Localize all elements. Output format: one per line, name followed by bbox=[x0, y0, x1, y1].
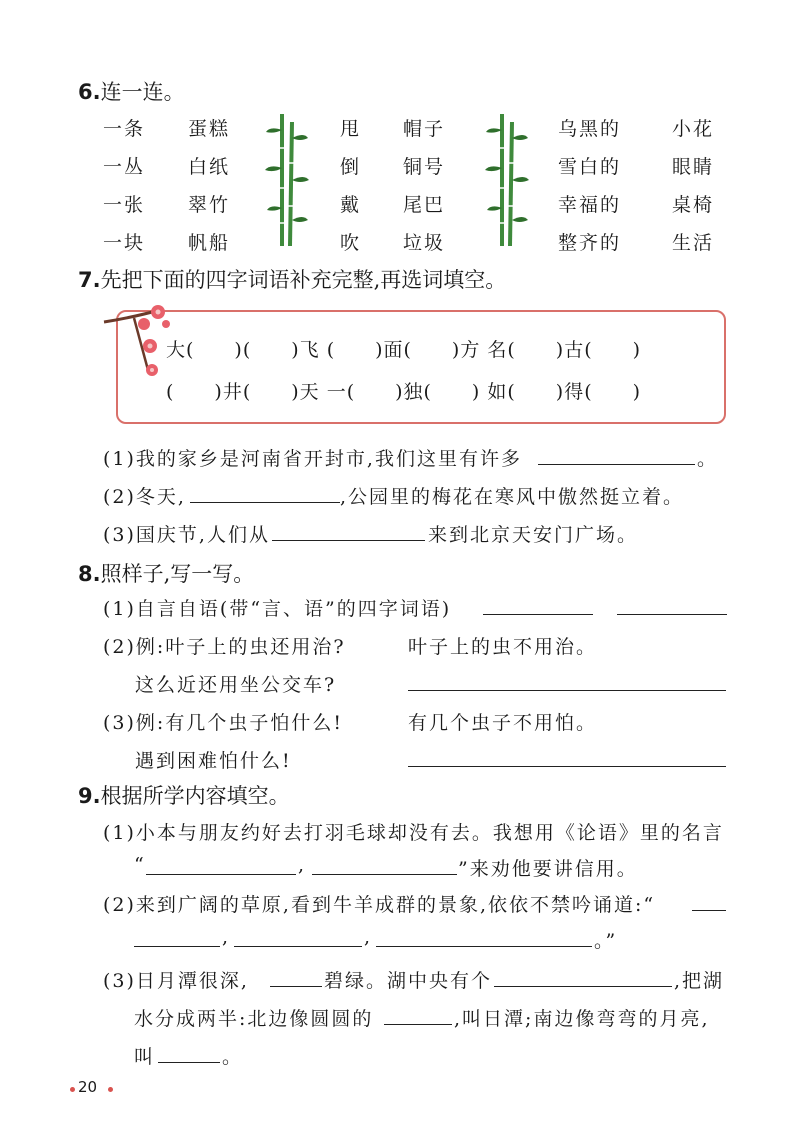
q8-heading: 8.照样子,写一写。 bbox=[78, 562, 255, 586]
answer-blank[interactable] bbox=[190, 502, 340, 503]
q6-col1-item[interactable]: 一条 bbox=[103, 118, 146, 140]
answer-blank[interactable] bbox=[312, 874, 457, 875]
q9-heading: 9.根据所学内容填空。 bbox=[78, 784, 290, 808]
q9-item-3-text: ,叫日潭;南边像弯弯的月亮, bbox=[454, 1008, 710, 1030]
q8-item-2-question: 这么近还用坐公交车? bbox=[135, 674, 337, 696]
q9-item-3-text: 碧绿。湖中央有个 bbox=[324, 970, 493, 992]
q6-col4-item[interactable]: 尾巴 bbox=[403, 194, 446, 216]
q9-item-3-text: ,把湖 bbox=[674, 970, 725, 992]
page-number: 20 bbox=[78, 1078, 98, 1096]
q6-col6-item[interactable]: 眼睛 bbox=[672, 156, 715, 178]
q9-item-3-text: 叫 bbox=[134, 1046, 156, 1068]
answer-blank[interactable] bbox=[384, 1024, 452, 1025]
q6-col2-item[interactable]: 帆船 bbox=[188, 232, 231, 254]
q7-sentence-2b: ,公园里的梅花在寒风中傲然挺立着。 bbox=[340, 486, 685, 508]
q6-col3-item[interactable]: 吹 bbox=[340, 232, 362, 254]
bamboo-illustration bbox=[262, 108, 312, 248]
q9-comma: , bbox=[298, 854, 307, 876]
q6-col4-item[interactable]: 帽子 bbox=[403, 118, 446, 140]
answer-blank[interactable] bbox=[270, 986, 322, 987]
q8-item-2-example-answer: 叶子上的虫不用治。 bbox=[408, 636, 598, 658]
q9-item-1-text: (1)小本与朋友约好去打羽毛球却没有去。我想用《论语》里的名言 bbox=[103, 822, 724, 844]
q7-sentence-2a: (2)冬天, bbox=[103, 486, 186, 508]
q6-col6-item[interactable]: 小花 bbox=[672, 118, 715, 140]
q6-col6-item[interactable]: 生活 bbox=[672, 232, 715, 254]
q6-col2-item[interactable]: 蛋糕 bbox=[188, 118, 231, 140]
answer-blank[interactable] bbox=[692, 910, 726, 911]
q6-col5-item[interactable]: 雪白的 bbox=[558, 156, 622, 178]
idiom-box bbox=[116, 310, 726, 424]
q9-item-2-end: 。” bbox=[594, 930, 618, 952]
bamboo-illustration bbox=[482, 108, 532, 248]
q9-item-3-text: 水分成两半:北边像圆圆的 bbox=[134, 1008, 374, 1030]
q8-item-3-example: (3)例:有几个虫子怕什么! bbox=[103, 712, 343, 734]
q6-col4-item[interactable]: 铜号 bbox=[403, 156, 446, 178]
answer-blank[interactable] bbox=[158, 1062, 220, 1063]
q8-item-1: (1)自言自语(带“言、语”的四字词语) bbox=[103, 598, 452, 620]
q9-item-3-text: (3)日月潭很深, bbox=[103, 970, 249, 992]
q9-quote-open: “ bbox=[134, 854, 146, 876]
answer-blank[interactable] bbox=[234, 946, 362, 947]
q6-col2-item[interactable]: 白纸 bbox=[188, 156, 231, 178]
q7-heading: 7.先把下面的四字词语补充完整,再选词填空。 bbox=[78, 268, 507, 292]
q6-col3-item[interactable]: 戴 bbox=[340, 194, 362, 216]
answer-blank[interactable] bbox=[408, 766, 726, 767]
answer-blank[interactable] bbox=[376, 946, 592, 947]
idiom-row-2[interactable]: ( )井( )天 一( )独( ) 如( )得( ) bbox=[166, 381, 642, 403]
q8-item-3-question: 遇到困难怕什么! bbox=[135, 750, 292, 772]
answer-blank[interactable] bbox=[146, 874, 296, 875]
answer-blank[interactable] bbox=[494, 986, 672, 987]
q6-col2-item[interactable]: 翠竹 bbox=[188, 194, 231, 216]
q6-col3-item[interactable]: 倒 bbox=[340, 156, 362, 178]
q6-col1-item[interactable]: 一丛 bbox=[103, 156, 146, 178]
q7-sentence-1-end: 。 bbox=[697, 448, 719, 470]
q8-item-3-example-answer: 有几个虫子不用怕。 bbox=[408, 712, 598, 734]
idiom-row-1[interactable]: 大( )( )飞 ( )面( )方 名( )古( ) bbox=[166, 339, 642, 361]
q6-col5-item[interactable]: 整齐的 bbox=[558, 232, 622, 254]
answer-blank[interactable] bbox=[134, 946, 220, 947]
answer-blank[interactable] bbox=[483, 614, 593, 615]
answer-blank[interactable] bbox=[617, 614, 727, 615]
q7-sentence-3b: 来到北京天安门广场。 bbox=[428, 524, 639, 546]
q9-item-3-end: 。 bbox=[222, 1046, 244, 1068]
q9-item-2-text: (2)来到广阔的草原,看到牛羊成群的景象,依依不禁吟诵道:“ bbox=[103, 894, 656, 916]
answer-blank[interactable] bbox=[408, 690, 726, 691]
answer-blank[interactable] bbox=[272, 540, 425, 541]
q6-col1-item[interactable]: 一块 bbox=[103, 232, 146, 254]
q8-item-2-example: (2)例:叶子上的虫还用治? bbox=[103, 636, 346, 658]
q9-comma: , bbox=[222, 926, 231, 948]
q9-comma: , bbox=[364, 926, 373, 948]
q7-sentence-1: (1)我的家乡是河南省开封市,我们这里有许多 bbox=[103, 448, 522, 470]
q6-col3-item[interactable]: 甩 bbox=[340, 118, 362, 140]
q6-col5-item[interactable]: 幸福的 bbox=[558, 194, 622, 216]
q9-item-1-end: ”来劝他要讲信用。 bbox=[458, 858, 638, 880]
page-dot-left bbox=[70, 1087, 75, 1092]
q6-col1-item[interactable]: 一张 bbox=[103, 194, 146, 216]
q6-heading: 6.连一连。 bbox=[78, 80, 185, 104]
q6-col4-item[interactable]: 垃圾 bbox=[403, 232, 446, 254]
page-dot-right bbox=[108, 1087, 113, 1092]
q7-sentence-3a: (3)国庆节,人们从 bbox=[103, 524, 270, 546]
answer-blank[interactable] bbox=[538, 464, 695, 465]
q6-col5-item[interactable]: 乌黑的 bbox=[558, 118, 622, 140]
q6-col6-item[interactable]: 桌椅 bbox=[672, 194, 715, 216]
